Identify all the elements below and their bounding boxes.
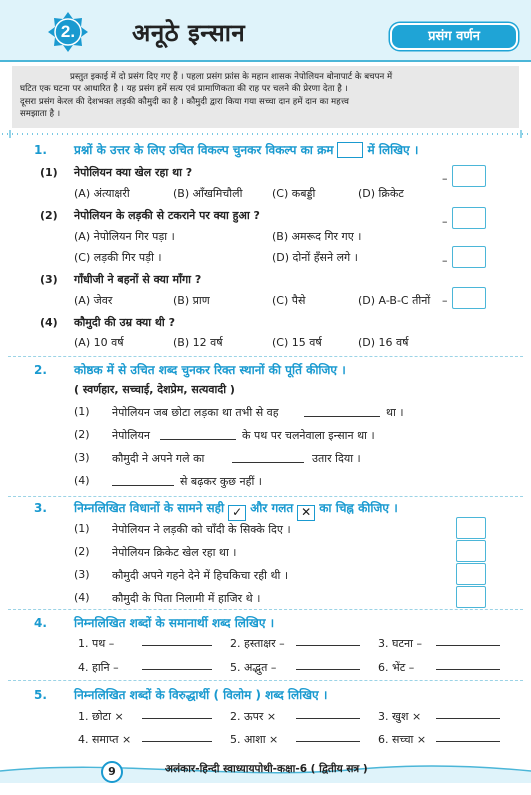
blank-line[interactable] <box>304 405 380 417</box>
intro-line: समझाता है । <box>20 109 61 120</box>
q3-item-number: (3) <box>74 568 90 581</box>
q4-number: 4. <box>34 616 47 630</box>
q1-item-number: (3) <box>40 273 58 286</box>
intro-line: घटित एक घटना पर आधारित है । यह प्रसंग हमें सत्य एवं प्रामाणिकता की राह पर चलने की प्रेरणा देता है । <box>20 84 348 95</box>
q2-item-text: था । <box>386 406 404 419</box>
q1-option: (D) दोनों हँसने लगे । <box>272 251 358 264</box>
q5-instruction: निम्नलिखित शब्दों के विरुद्धार्थी ( विलोम ) शब्द लिखिए । <box>74 688 328 702</box>
blank-line[interactable] <box>436 730 500 742</box>
blank-line[interactable] <box>160 428 236 440</box>
answer-box-q3-3[interactable] <box>456 563 486 585</box>
answer-box-q1-2a[interactable] <box>452 207 486 229</box>
q3-statement: नेपोलियन ने लड़की को चाँदी के सिक्के दिए । <box>112 523 291 536</box>
q2-item-number: (4) <box>74 474 90 487</box>
q4-heading <box>34 614 274 631</box>
q1-item-question: कौमुदी की उम्र क्या थी ? <box>74 316 175 329</box>
blank-line[interactable] <box>112 474 174 486</box>
q2-word-bank: ( स्वर्णहार, सच्चाई, देशप्रेम, सत्यवादी ) <box>74 383 235 396</box>
q4-word: 5. अद्भुत – <box>230 661 277 674</box>
q3-item-number: (2) <box>74 545 90 558</box>
page-footer <box>0 757 531 795</box>
blank-line[interactable] <box>232 451 304 463</box>
q5-heading <box>34 686 327 703</box>
book-title: अलंकार-हिन्दी स्वाध्यायपोथी-कक्षा-6 ( द्वितीय सत्र ) <box>165 763 368 775</box>
q2-heading <box>34 361 346 378</box>
q1-item-question: नेपोलियन क्या खेल रहा था ? <box>74 166 193 179</box>
q2-item-text: के पथ पर चलनेवाला इन्सान था । <box>242 429 375 442</box>
q3-number: 3. <box>34 501 47 515</box>
q2-item-number: (1) <box>74 405 90 418</box>
q4-word: 4. हानि – <box>78 661 119 674</box>
q1-option: (B) आँखमिचौली <box>173 187 243 200</box>
blank-line[interactable] <box>142 658 212 670</box>
q1-item-number: (4) <box>40 316 58 329</box>
q2-item-text: कौमुदी ने अपने गले का <box>112 452 205 465</box>
q3-statement: कौमुदी अपने गहने देने में हिचकिचा रही थी । <box>112 569 288 582</box>
answer-box-q3-1[interactable] <box>456 517 486 539</box>
intro-line: दूसरा प्रसंग केरल की देशभक्त लड़की कौमुदी का है । कौमुदी द्वारा किया गया सच्चा दान हमें दान का महत्त्व <box>20 96 349 107</box>
section-divider <box>8 609 523 610</box>
lesson-title: अनूठे इन्सान <box>132 18 246 47</box>
q2-item-number: (2) <box>74 428 90 441</box>
answer-dash: – <box>442 215 448 228</box>
dotted-divider <box>2 130 529 138</box>
answer-dash: – <box>442 172 448 185</box>
q1-option: (D) क्रिकेट <box>358 187 404 200</box>
q1-option: (A) जेवर <box>74 294 113 307</box>
answer-dash: – <box>442 294 448 307</box>
intro-paragraph <box>12 66 519 128</box>
q5-word: 5. आशा × <box>230 733 279 746</box>
q4-word: 1. पथ – <box>78 637 115 650</box>
q1-heading <box>34 141 418 158</box>
section-divider <box>8 356 523 357</box>
genre-tag: प्रसंग वर्णन <box>390 23 518 50</box>
q3-heading <box>34 499 398 521</box>
lesson-number-badge <box>48 12 88 52</box>
q1-number: 1. <box>34 143 47 157</box>
section-divider <box>8 496 523 497</box>
q2-instruction: कोष्ठक में से उचित शब्द चुनकर रिक्त स्थानों की पूर्ति कीजिए । <box>74 363 346 377</box>
blank-line[interactable] <box>436 634 500 646</box>
q1-option: (B) 12 वर्ष <box>173 336 223 349</box>
q1-option: (C) कबड्डी <box>272 187 316 200</box>
q5-word: 3. खुश × <box>378 710 422 723</box>
q2-item-text: से बढ़कर कुछ नहीं । <box>180 475 262 488</box>
q5-number: 5. <box>34 688 47 702</box>
q1-option: (C) पैसे <box>272 294 306 307</box>
q1-option: (C) लड़की गिर पड़ी । <box>74 251 162 264</box>
q3-item-number: (4) <box>74 591 90 604</box>
q1-option: (D) 16 वर्ष <box>358 336 409 349</box>
q1-option: (B) अमरूद गिर गए । <box>272 230 362 243</box>
page-number: 9 <box>101 761 123 783</box>
q3-instruction: निम्नलिखित विधानों के सामने सही <box>74 501 225 515</box>
q1-item-question: नेपोलियन के लड़की से टकराने पर क्या हुआ ? <box>74 209 260 222</box>
q3-instruction: और गलत <box>250 501 294 515</box>
blank-line[interactable] <box>142 707 212 719</box>
q2-item-text: उतार दिया । <box>312 452 361 465</box>
q5-word: 1. छोटा × <box>78 710 124 723</box>
answer-box-q3-2[interactable] <box>456 540 486 562</box>
blank-line[interactable] <box>142 634 212 646</box>
tick-icon: ✓ <box>228 505 246 521</box>
q1-option: (A) 10 वर्ष <box>74 336 124 349</box>
q2-number: 2. <box>34 363 47 377</box>
q1-item-question: गाँधीजी ने बहनों से क्या माँगा ? <box>74 273 202 286</box>
q1-option: (A) नेपोलियन गिर पड़ा । <box>74 230 175 243</box>
q4-instruction: निम्नलिखित शब्दों के समानार्थी शब्द लिखिए । <box>74 616 275 630</box>
blank-line[interactable] <box>296 634 360 646</box>
blank-line[interactable] <box>296 658 360 670</box>
answer-box-q1-2b[interactable] <box>452 246 486 268</box>
q3-statement: कौमुदी के पिता निलामी में हाजिर थे । <box>112 592 261 605</box>
blank-line[interactable] <box>436 658 500 670</box>
answer-dash: – <box>442 254 448 267</box>
q2-item-text: नेपोलियन <box>112 429 150 442</box>
q4-word: 2. हस्ताक्षर – <box>230 637 285 650</box>
intro-line: प्रस्तुत इकाई में दो प्रसंग दिए गए हैं । पहला प्रसंग फ्रांस के महान शासक नेपोलियन बोनापार्ट के बचपन में <box>70 72 393 82</box>
q5-word: 6. सच्चा × <box>378 733 427 746</box>
answer-box-q1-3[interactable] <box>452 287 486 309</box>
q3-instruction: का चिह्न कीजिए । <box>319 501 398 515</box>
q4-word: 6. भेंट – <box>378 661 415 674</box>
blank-line[interactable] <box>296 730 360 742</box>
q1-option: (B) प्राण <box>173 294 210 307</box>
q1-instruction: प्रश्नों के उत्तर के लिए उचित विकल्प चुनकर विकल्प का क्रम <box>74 143 334 157</box>
blank-line[interactable] <box>436 707 500 719</box>
section-divider <box>8 680 523 681</box>
q1-option: (C) 15 वर्ष <box>272 336 322 349</box>
blank-line[interactable] <box>142 730 212 742</box>
q1-item-number: (2) <box>40 209 58 222</box>
q4-word: 3. घटना – <box>378 637 422 650</box>
q1-option: (A) अंत्याक्षरी <box>74 187 130 200</box>
q1-item-number: (1) <box>40 166 58 179</box>
q1-inline-box <box>337 142 363 158</box>
q1-option: (D) A-B-C तीनों <box>358 294 431 307</box>
cross-icon: ✕ <box>297 505 315 521</box>
q2-item-text: नेपोलियन जब छोटा लड़का था तभी से वह <box>112 406 279 419</box>
answer-box-q3-4[interactable] <box>456 586 486 608</box>
q3-item-number: (1) <box>74 522 90 535</box>
q5-word: 2. ऊपर × <box>230 710 277 723</box>
blank-line[interactable] <box>296 707 360 719</box>
lesson-header <box>0 0 531 62</box>
answer-box-q1-1[interactable] <box>452 165 486 187</box>
q3-statement: नेपोलियन क्रिकेट खेल रहा था । <box>112 546 237 559</box>
q2-item-number: (3) <box>74 451 90 464</box>
q5-word: 4. समाप्त × <box>78 733 132 746</box>
q1-instruction-end: में लिखिए । <box>367 143 419 157</box>
lesson-number: 2. <box>60 22 76 41</box>
